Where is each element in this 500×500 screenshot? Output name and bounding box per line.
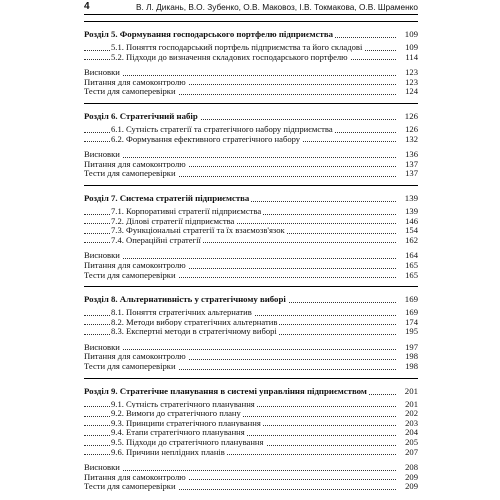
chapter-entry-page: 126 xyxy=(402,110,418,122)
extra-entry-title: Питання для самоконтролю xyxy=(84,76,186,87)
subsection-entry-title: 6.2. Формування ефективного стратегічного набору xyxy=(111,133,301,144)
subsection-entry-page: 114 xyxy=(402,53,418,63)
chapter-entry xyxy=(84,28,418,40)
extra-entry-page: 136 xyxy=(402,150,418,160)
extra-entry-page: 123 xyxy=(402,68,418,78)
section-divider xyxy=(84,185,418,186)
subsection-entry-title: 9.4. Етапи стратегічного планування xyxy=(111,427,245,438)
extra-entry-page: 137 xyxy=(402,169,418,179)
subsection-entry xyxy=(84,135,418,145)
subsection-entry-page: 205 xyxy=(402,438,418,448)
subsection-entry-title: 7.3. Функціональні стратегії та їх взаємозв'язок xyxy=(111,225,285,236)
chapter-entry-title: Розділ 9. Стратегічне планування в системі управління підприємством xyxy=(84,385,367,396)
extra-entry-title: Тести для самоперевірки xyxy=(84,361,176,372)
chapter-entry-title: Розділ 7. Система стратегій підприємства xyxy=(84,192,250,203)
dot-leader xyxy=(84,75,396,76)
subsection-entry-title: 9.5. Підходи до стратегічного планування xyxy=(111,437,264,448)
chapter-entry xyxy=(84,293,418,305)
dot-leader xyxy=(84,470,396,471)
chapter-entry-page: 109 xyxy=(402,28,418,40)
subsection-entry-page: 109 xyxy=(402,43,418,53)
subsection-entry-page: 204 xyxy=(402,428,418,438)
subsection-entry-page: 207 xyxy=(402,448,418,458)
subsection-entry-title: 7.2. Ділові стратегії підприємства xyxy=(111,215,235,226)
extra-entry-page: 137 xyxy=(402,160,418,170)
extra-entry xyxy=(84,271,418,281)
chapter-entry xyxy=(84,192,418,204)
subsection-entry-page: 146 xyxy=(402,217,418,227)
subsection-entry-title: 8.3. Експертні методи в стратегічному виборі xyxy=(111,326,277,337)
subsection-entry xyxy=(84,53,418,63)
extra-entry-page: 209 xyxy=(402,482,418,492)
subsection-entry-title: 7.1. Корпоративні стратегії підприємства xyxy=(111,205,262,216)
subsection-entry-page: 132 xyxy=(402,135,418,145)
subsection-entry-page: 126 xyxy=(402,125,418,135)
extra-entry-page: 165 xyxy=(402,271,418,281)
extra-entry xyxy=(84,87,418,97)
section-divider xyxy=(84,103,418,104)
extra-entry xyxy=(84,362,418,372)
section-divider xyxy=(84,286,418,287)
subsection-entry-page: 203 xyxy=(402,419,418,429)
extra-entry-page: 197 xyxy=(402,343,418,353)
dot-leader xyxy=(84,258,396,259)
extra-entry-title: Висновки xyxy=(84,462,120,473)
subsection-entry-page: 139 xyxy=(402,207,418,217)
extra-entry-title: Тести для самоперевірки xyxy=(84,481,176,492)
subsection-entry-title: 5.2. Підходи до визначення складових господарського портфелю xyxy=(111,51,348,62)
page-number: 4 xyxy=(84,1,90,12)
subsection-entry-title: 8.1. Поняття стратегічних альтернатив xyxy=(111,307,252,318)
chapter-entry xyxy=(84,110,418,122)
section-divider xyxy=(84,21,418,22)
extra-entry xyxy=(84,482,418,492)
extra-entry-title: Тести для самоперевірки xyxy=(84,168,176,179)
subsection-entry-title: 6.1. Сутність стратегії та стратегічного набору підприємства xyxy=(111,123,333,134)
chapter-entry-title: Розділ 5. Формування господарського портфелю підприємства xyxy=(84,29,333,39)
extra-entry-page: 208 xyxy=(402,463,418,473)
subsection-entry-title: 7.4. Операційні стратегії xyxy=(111,234,201,245)
extra-entry-page: 165 xyxy=(402,261,418,271)
subsection-entry-title: 9.2. Вимоги до стратегічного плану xyxy=(111,408,241,419)
extra-entry-title: Тести для самоперевірки xyxy=(84,86,176,97)
subsection-entry-page: 169 xyxy=(402,308,418,318)
subsection-entry xyxy=(84,448,418,458)
extra-entry-page: 209 xyxy=(402,473,418,483)
chapter-entry-page: 139 xyxy=(402,192,418,204)
extra-entry-title: Питання для самоконтролю xyxy=(84,158,186,169)
subsection-entry-title: 9.6. Причини неплідних планів xyxy=(111,446,225,457)
extra-entry-title: Питання для самоконтролю xyxy=(84,351,186,362)
dot-leader xyxy=(84,157,396,158)
extra-entry-title: Висновки xyxy=(84,250,120,261)
chapter-entry-title: Розділ 8. Альтернативність у стратегічному виборі xyxy=(84,294,286,305)
chapter-entry xyxy=(84,385,418,397)
subsection-entry xyxy=(84,236,418,246)
extra-entry-page: 164 xyxy=(402,251,418,261)
extra-entry-page: 198 xyxy=(402,362,418,372)
extra-entry-title: Тести для самоперевірки xyxy=(84,269,176,280)
extra-entry-title: Висновки xyxy=(84,149,120,160)
extra-entry-page: 124 xyxy=(402,87,418,97)
table-of-contents xyxy=(84,21,418,492)
subsection-entry-title: 9.1. Сутність стратегічного планування xyxy=(111,398,255,409)
chapter-entry-title: Розділ 6. Стратегічний набір xyxy=(84,110,198,121)
chapter-entry-page: 201 xyxy=(402,385,418,397)
section-divider xyxy=(84,378,418,379)
subsection-entry-title: 5.1. Поняття господарський портфель підприємства та його складові xyxy=(111,42,363,52)
subsection-entry-page: 154 xyxy=(402,226,418,236)
subsection-entry-title: 8.2. Методи вибору стратегічних альтернатив xyxy=(111,316,278,327)
subsection-entry-page: 174 xyxy=(402,318,418,328)
extra-entry-title: Висновки xyxy=(84,67,120,78)
extra-entry xyxy=(84,169,418,179)
subsection-entry-page: 202 xyxy=(402,409,418,419)
running-header-authors: В. Л. Дикань, В.О. Зубенко, О.В. Маковоз, І.В. Токмакова, О.В. Шраменко xyxy=(135,2,418,12)
subsection-entry-page: 162 xyxy=(402,236,418,246)
extra-entry-title: Питання для самоконтролю xyxy=(84,259,186,270)
subsection-entry-page: 195 xyxy=(402,327,418,337)
chapter-entry-page: 169 xyxy=(402,293,418,305)
extra-entry-page: 123 xyxy=(402,78,418,88)
extra-entry-page: 198 xyxy=(402,352,418,362)
subsection-entry-title: 9.3. Принципи стратегічного планування xyxy=(111,417,261,428)
subsection-entry xyxy=(84,327,418,337)
extra-entry-title: Висновки xyxy=(84,341,120,352)
extra-entry-title: Питання для самоконтролю xyxy=(84,471,186,482)
subsection-entry-page: 201 xyxy=(402,400,418,410)
running-header xyxy=(84,0,418,15)
